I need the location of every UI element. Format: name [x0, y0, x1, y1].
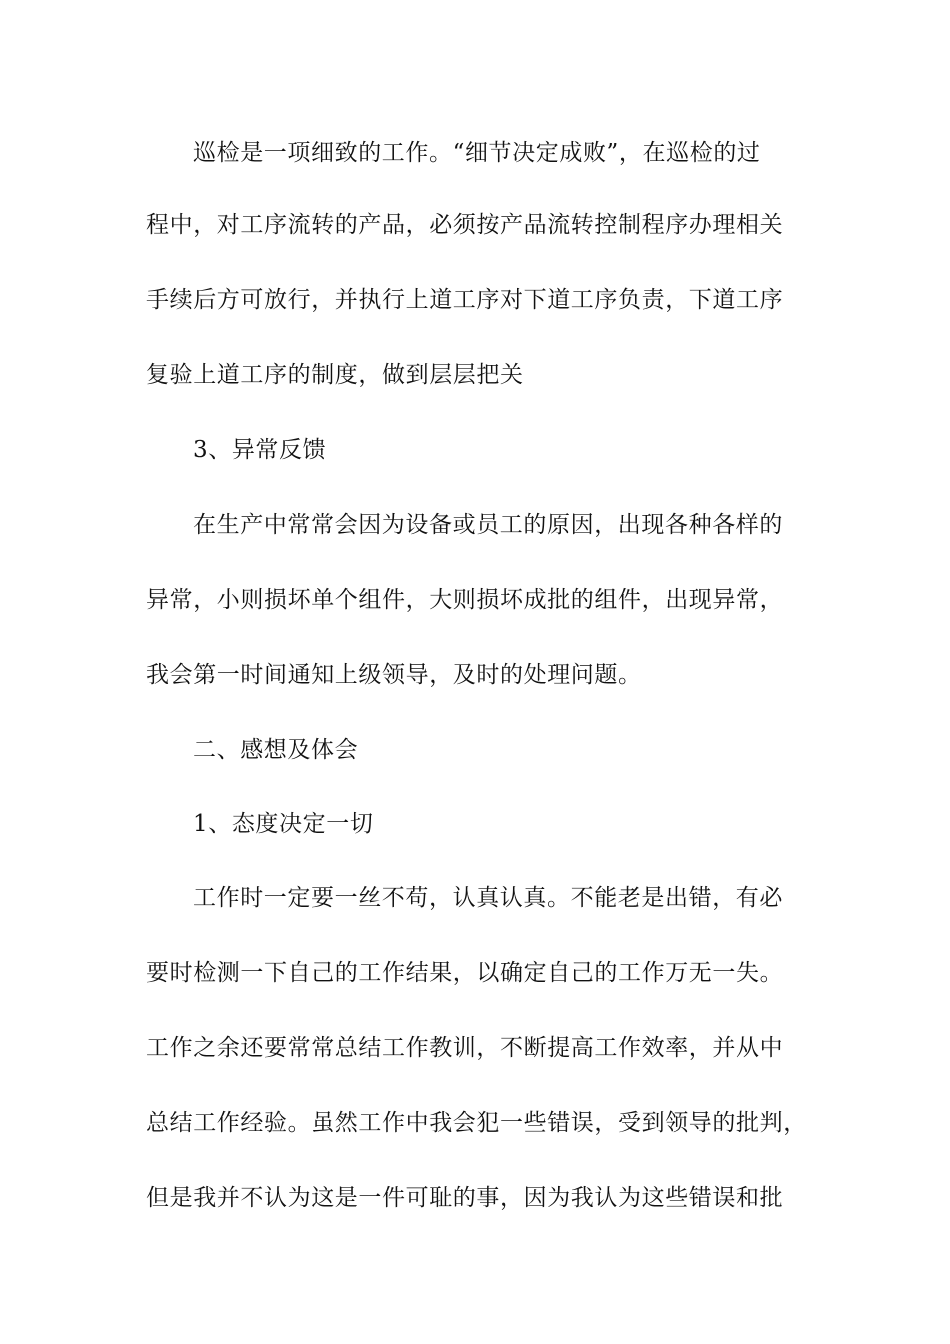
paragraph-line-7: 我会第一时间通知上级领导，及时的处理问题。	[146, 662, 642, 688]
paragraph-line-2: 程中，对工序流转的产品，必须按产品流转控制程序办理相关	[146, 212, 784, 238]
paragraph-line-9: 要时检测一下自己的工作结果，以确定自己的工作万无一失。	[146, 960, 784, 986]
paragraph-line-8: 工作时一定要一丝不苟，认真认真。不能老是出错，有必	[193, 885, 783, 911]
paragraph-line-11: 总结工作经验。虽然工作中我会犯一些错误，受到领导的批判，	[146, 1110, 807, 1136]
section-heading-abnormal-feedback: 3、异常反馈	[193, 437, 327, 463]
paragraph-line-5: 在生产中常常会因为设备或员工的原因，出现各种各样的	[193, 512, 783, 538]
paragraph-line-3: 手续后方可放行，并执行上道工序对下道工序负责，下道工序	[146, 287, 784, 313]
subsection-heading-attitude: 1、态度决定一切	[193, 811, 374, 837]
paragraph-line-4: 复验上道工序的制度，做到层层把关	[146, 362, 524, 388]
paragraph-line-6: 异常，小则损坏单个组件，大则损坏成批的组件，出现异常，	[146, 587, 784, 613]
paragraph-line-1: 巡检是一项细致的工作。“细节决定成败”，在巡检的过	[193, 140, 761, 166]
paragraph-line-10: 工作之余还要常常总结工作教训，不断提高工作效率，并从中	[146, 1035, 784, 1061]
section-heading-reflections: 二、感想及体会	[193, 737, 359, 763]
paragraph-line-12: 但是我并不认为这是一件可耻的事，因为我认为这些错误和批	[146, 1185, 784, 1211]
